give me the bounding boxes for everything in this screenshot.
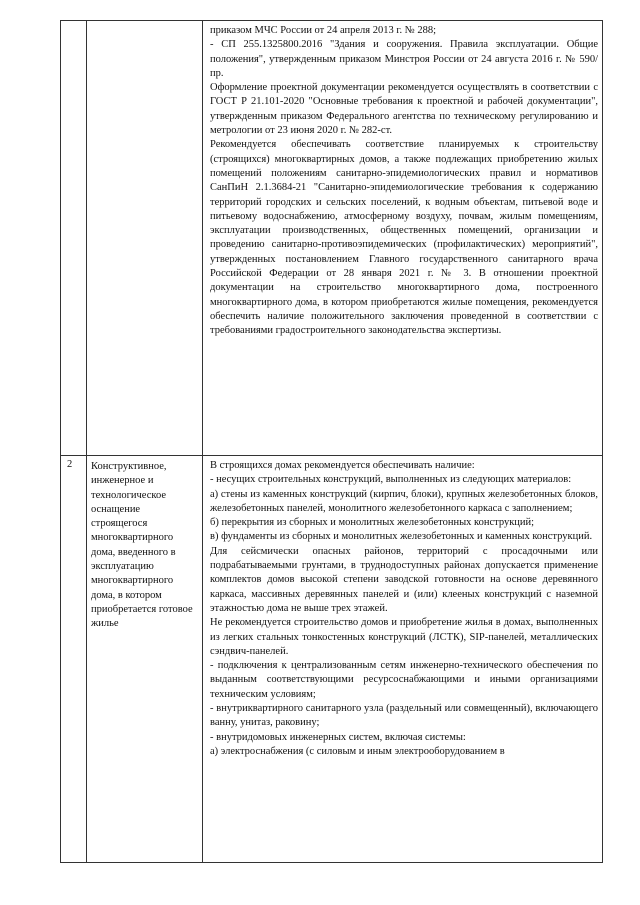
table-row bbox=[61, 456, 603, 863]
paragraph: - несущих строительных конструкций, выполненных из следующих материалов: bbox=[210, 474, 572, 486]
paragraph: - внутридомовых инженерных систем, включая системы: bbox=[210, 731, 466, 743]
paragraph: - подключения к централизованным сетям инженерно-технического обеспечения по выданным соответствующими ресурсоснабжающими и иными организациями техническим условиям; bbox=[210, 660, 598, 700]
paragraph: Оформление проектной документации рекомендуется осуществлять в соответствии с ГОСТ Р 21.101-2020 "Основные требования к проектной и рабочей документации", утвержденным приказом Федерального агентства по техническому регулированию и метрологии от 23 июня 2020 г. № 282-ст. bbox=[210, 82, 598, 137]
paragraph: приказом МЧС России от 24 апреля 2013 г. № 288; bbox=[210, 25, 437, 36]
paragraph: В строящихся домах рекомендуется обеспечивать наличие: bbox=[210, 460, 475, 471]
paragraph: а) стены из каменных конструкций (кирпич, блоки), крупных железобетонных блоков, железобетонных панелей, монолитного железобетонного каркаса с заполнением; bbox=[210, 488, 598, 514]
row-label: Конструктивное, инженерное и технологическое оснащение строящегося многоквартирного дома, введенного в эксплуатацию многоквартирного дома, в котором приобретается готовое жилье bbox=[87, 456, 203, 863]
paragraph: - внутриквартирного санитарного узла (раздельный или совмещенный), включающего ванну, унитаз, раковину; bbox=[210, 703, 598, 729]
row-text bbox=[203, 456, 603, 863]
paragraph: Не рекомендуется строительство домов и приобретение жилья в домах, выполненных из легких стальных тонкостенных конструкций (ЛСТК), SIP-панелей, металлических сэндвич-панелей. bbox=[210, 617, 598, 657]
requirements-table bbox=[60, 20, 603, 863]
row-number: 2 bbox=[61, 456, 87, 863]
paragraph: Рекомендуется обеспечивать соответствие планируемых к строительству (строящихся) многоквартирных домов, а также подлежащих приобретению жилых помещений положениям санитарно-эпидемиологических правил и нормативов СанПиН 2.1.3684-21 "Санитарно-эпидемиологические требования к содержанию территорий городских и сельских поселений, к водным объектам, питьевой воде и питьевому водоснабжению, атмосферному воздуху, почвам, жилым помещениям, эксплуатации производственных, общественных помещений, организации и проведению санитарно-противоэпидемических (профилактических) мероприятий", утвержденных постановлением Главного государственного санитарного врача Российской Федерации от 28 января 2021 г. № 3. В отношении проектной документации на строительство многоквартирного дома, построенного многоквартирного дома, в котором приобретаются жилые помещения, рекомендуется обеспечить наличие положительного заключения проведенной в соответствии с требованиями градостроительного законодательства экспертизы. bbox=[210, 139, 598, 337]
row-text bbox=[203, 21, 603, 456]
paragraph: а) электроснабжения (с силовым и иным электрооборудованием в bbox=[210, 745, 505, 757]
row-number bbox=[61, 21, 87, 456]
table-row bbox=[61, 21, 603, 456]
paragraph: в) фундаменты из сборных и монолитных железобетонных и каменных конструкций. bbox=[210, 531, 593, 543]
paragraph: б) перекрытия из сборных и монолитных железобетонных конструкций; bbox=[210, 517, 535, 529]
paragraph: - СП 255.1325800.2016 "Здания и сооружения. Правила эксплуатации. Общие положения", утвержденным приказом Минстроя России от 24 августа 2016 г. № 590/пр. bbox=[210, 39, 598, 79]
document-page bbox=[60, 20, 602, 866]
paragraph: Для сейсмически опасных районов, территорий с просадочными или подрабатываемыми грунтами, в труднодоступных районах допускается применение комплектов домов высокой степени заводской готовности на основе деревянного каркаса, массивных деревянных панелей и (или) клееных конструкций с наземной этажностью дома не выше трех этажей. bbox=[210, 545, 598, 614]
row-label bbox=[87, 21, 203, 456]
